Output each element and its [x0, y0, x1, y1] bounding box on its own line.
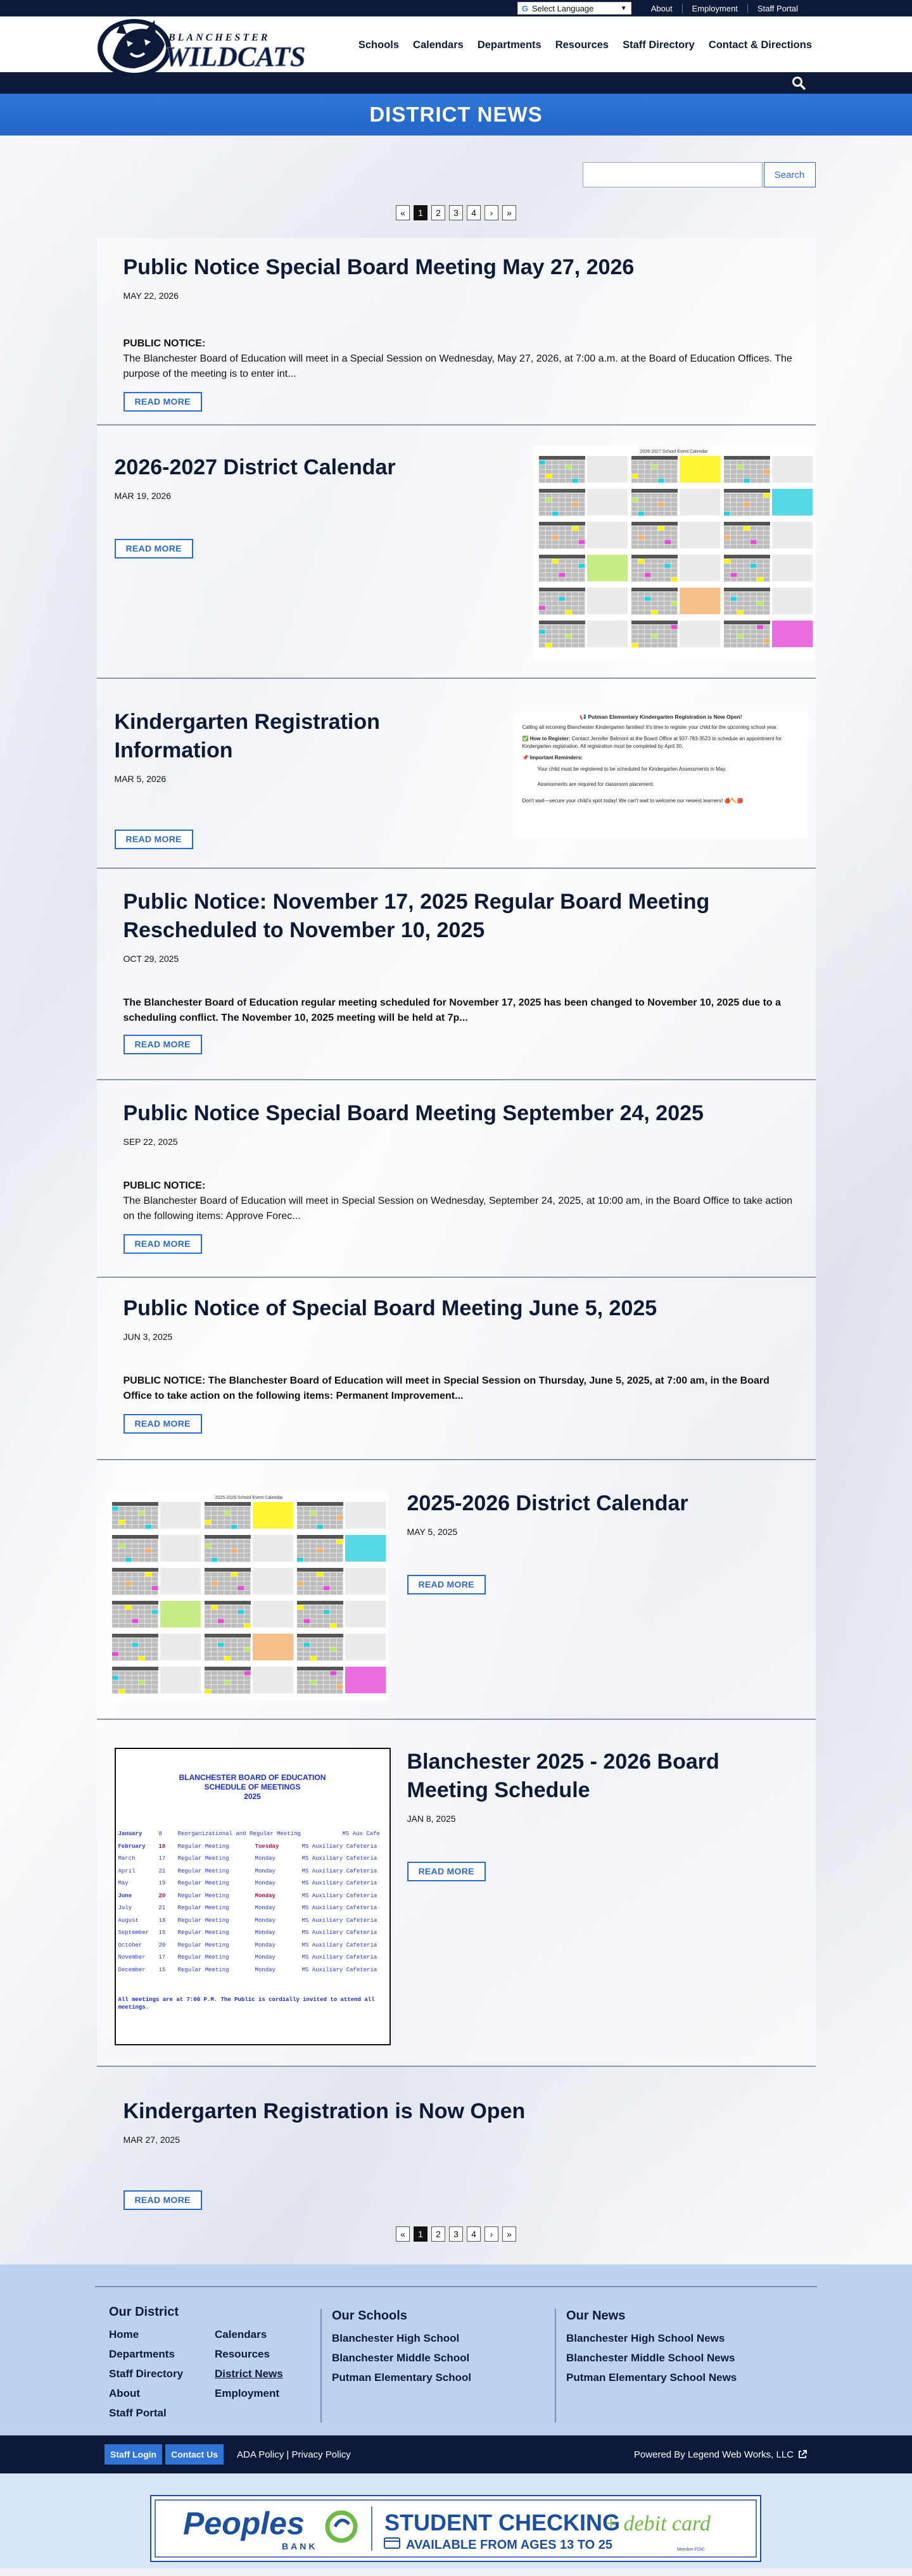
pager-last[interactable]: » [502, 205, 516, 220]
post-date: MAY 5, 2025 [407, 1526, 458, 1537]
schedule-row: November 17 Regular Meeting Monday MS Auxiliary Cafeteria [118, 1954, 377, 1960]
footer-link-es-news[interactable]: Putman Elementary School News [566, 2371, 737, 2383]
main-nav [358, 39, 812, 51]
schedule-row: August 18 Regular Meeting Monday MS Auxiliary Cafeteria [118, 1917, 377, 1924]
post-date: SEP 22, 2025 [123, 1136, 178, 1147]
pager-page-1[interactable]: 1 [414, 2226, 428, 2242]
post-text [407, 1748, 787, 1881]
post-excerpt [124, 1178, 795, 1224]
schedule-heading: BLANCHESTER BOARD OF EDUCATION SCHEDULE OF MEETINGS 2025 [179, 1773, 326, 1801]
footer-link-resources[interactable]: Resources [215, 2348, 270, 2360]
post-excerpt [124, 336, 795, 382]
nav-schools[interactable]: Schools [358, 39, 400, 51]
schedule-row: October 20 Regular Meeting Monday MS Auxiliary Cafeteria [118, 1941, 377, 1948]
site-footer [0, 2264, 912, 2435]
schedule-image[interactable] [115, 1748, 391, 2045]
news-feed [97, 238, 816, 2225]
flyer-heading: 📢 Putman Elementary Kindergarten Registration is Now Open! [580, 714, 742, 720]
post-date: MAR 27, 2025 [123, 2134, 180, 2145]
post-date: JUN 3, 2025 [123, 1331, 173, 1342]
logo-line2: WILDCATS [165, 41, 306, 72]
chevron-down-icon: ▼ [620, 4, 627, 12]
read-more-button[interactable]: READ MORE [124, 392, 202, 412]
post-title[interactable]: Kindergarten Registration Information [114, 710, 380, 762]
post-title[interactable]: 2026-2027 District Calendar [114, 455, 396, 479]
read-more-button[interactable]: READ MORE [124, 1414, 202, 1434]
pager-page-2[interactable]: 2 [431, 205, 445, 220]
schedule-row: March 17 Regular Meeting Monday MS Auxiliary Cafeteria [118, 1855, 377, 1862]
footer-link-staff-directory[interactable]: Staff Directory [109, 2368, 184, 2380]
news-post [97, 1460, 816, 1720]
read-more-button[interactable]: READ MORE [115, 539, 193, 559]
footer-link-middle-school[interactable]: Blanchester Middle School [332, 2352, 470, 2364]
ad-headline-2: + debit card [604, 2512, 711, 2535]
schedule-row: September 15 Regular Meeting Monday MS Auxiliary Cafeteria [118, 1929, 377, 1936]
post-title[interactable]: Public Notice of Special Board Meeting June 5, 2025 [123, 1296, 657, 1320]
calendar-image-title: 2025-2026 School Event Calendar [214, 1496, 283, 1500]
page-title: DISTRICT NEWS [369, 103, 543, 126]
ad-swirl-icon [327, 2513, 355, 2541]
pager-page-4[interactable]: 4 [467, 205, 481, 220]
logo-line1: BLANCHESTER [168, 32, 270, 43]
footer-district [95, 2305, 320, 2423]
footer-link-home[interactable]: Home [109, 2328, 139, 2340]
post-excerpt-text: The Blanchester Board of Education will meet in Special Session on Wednesday, September 24, 2025, at 10:00 am, in the Board Office to take action on the following items: Approve Forec... [123, 1195, 793, 1222]
flyer-how: ✅ How to Register: Contact Jennifer Belmont at the Board Office at 937-783-3523 to schedule an appointment for Kindergarten registration. All registration must be completed by April 30. [522, 735, 782, 749]
calendar-image[interactable] [110, 1492, 388, 1701]
powered-by[interactable]: Powered By Legend Web Works, LLC [634, 2449, 808, 2460]
schedule-row: December 15 Regular Meeting Monday MS Auxiliary Cafeteria [118, 1966, 377, 1973]
calendar-image-title: 2026-2027 School Event Calendar [639, 450, 708, 454]
pager-first[interactable]: « [396, 2226, 410, 2242]
flyer-reminder-1: Your child must be registered to be scheduled for Kindergarten Assessments in May. [537, 766, 726, 772]
schedule-row: May 19 Regular Meeting Monday MS Auxiliary Cafeteria [118, 1880, 377, 1886]
pager-page-2[interactable]: 2 [431, 2226, 445, 2242]
pager-page-1[interactable]: 1 [414, 205, 428, 220]
utility-link-employment[interactable]: Employment [682, 4, 747, 13]
schedule-rows [118, 1828, 387, 1976]
post-title[interactable]: 2025-2026 District Calendar [407, 1491, 688, 1515]
calendar-image[interactable] [534, 446, 814, 661]
footer-link-ms-news[interactable]: Blanchester Middle School News [566, 2352, 735, 2364]
kindergarten-flyer-image[interactable] [515, 712, 808, 838]
card-icon [384, 2538, 400, 2548]
read-more-button[interactable]: READ MORE [407, 1575, 486, 1594]
calendar-grid [112, 1502, 386, 1693]
footer-link-calendars[interactable]: Calendars [215, 2328, 267, 2340]
post-excerpt: The Blanchester Board of Education regular meeting scheduled for November 17, 2025 has been changed to November 10, 2025 due to a scheduling conflict. The November 10, 2025 meeting will be held at 7p... [123, 997, 782, 1023]
footer-columns [95, 2287, 817, 2423]
post-date: JAN 8, 2025 [407, 1813, 456, 1824]
news-search-button[interactable]: Search [764, 162, 816, 187]
news-search-input[interactable] [583, 162, 763, 187]
footer-heading: Our News [566, 2309, 626, 2323]
nav-resources[interactable]: Resources [555, 39, 609, 51]
footer-schools [320, 2309, 555, 2423]
post-title[interactable]: Blanchester 2025 - 2026 Board Meeting Schedule [407, 1750, 719, 1802]
read-more-button[interactable]: READ MORE [124, 2190, 202, 2210]
footer-link-about[interactable]: About [109, 2387, 141, 2399]
news-post [97, 869, 816, 1080]
nav-departments[interactable]: Departments [477, 39, 542, 51]
news-post [97, 426, 816, 679]
footer-heading: Our District [109, 2305, 179, 2319]
read-more-button[interactable]: READ MORE [124, 1234, 202, 1254]
pager-page-3[interactable]: 3 [449, 205, 463, 220]
read-more-button[interactable]: READ MORE [115, 830, 193, 849]
footer-link-hs-news[interactable]: Blanchester High School News [566, 2332, 725, 2344]
news-post [97, 1278, 816, 1460]
post-title[interactable]: Public Notice: November 17, 2025 Regular Board Meeting Rescheduled to November 10, 2025 [123, 890, 710, 942]
main-content [0, 136, 912, 2264]
utility-link-about[interactable]: About [650, 3, 673, 13]
nav-staff-directory[interactable]: Staff Directory [623, 39, 695, 51]
calendar-grid [539, 456, 813, 647]
news-post [97, 238, 816, 426]
nav-contact[interactable]: Contact & Directions [708, 39, 812, 51]
schedule-row: July 21 Regular Meeting Monday MS Auxiliary Cafeteria [118, 1905, 377, 1911]
news-search [97, 162, 816, 187]
post-text [407, 1489, 688, 1594]
flyer-reminders-label: 📌 Important Reminders: [522, 754, 583, 761]
news-post [97, 679, 816, 869]
ad-headline-1: STUDENT CHECKING [384, 2510, 621, 2535]
flyer-closing: Don't wait—secure your child's spot today! We can't wait to welcome our newest learners! 🍎✏️🎒 [522, 797, 744, 804]
news-post [97, 2067, 816, 2225]
ad-member: Member FDIC [677, 2548, 705, 2552]
post-date: MAY 22, 2026 [123, 290, 179, 301]
post-date: MAR 5, 2026 [114, 773, 167, 784]
flyer-reminder-2: Assessments are required for classroom placement. [537, 781, 655, 787]
post-excerpt-text: The Blanchester Board of Education will meet in a Special Session on Wednesday, May 27, 2026, at 7:00 a.m. at the Board of Education Offices. The purpose of the meeting is to enter int... [123, 353, 792, 379]
footer-heading: Our Schools [332, 2309, 407, 2323]
utility-link-staff-portal[interactable]: Staff Portal [747, 4, 808, 13]
schedule-row: June 20 Regular Meeting Monday MS Auxiliary Cafeteria [118, 1892, 377, 1899]
post-date: MAR 19, 2026 [114, 490, 171, 501]
pager-next[interactable]: › [484, 205, 498, 220]
ad-sub: AVAILABLE FROM AGES 13 TO 25 [406, 2538, 612, 2552]
ad-artwork [151, 2496, 760, 2561]
ad-bank: BANK [282, 2541, 318, 2551]
site-header [0, 16, 912, 72]
page-banner [0, 94, 912, 136]
pager-page-4[interactable]: 4 [467, 2226, 481, 2242]
footer-link-departments[interactable]: Departments [109, 2348, 175, 2360]
external-link-icon [797, 2449, 808, 2459]
search-icon[interactable] [792, 76, 806, 90]
language-select-label: Select Language [531, 3, 594, 13]
post-excerpt-lead: PUBLIC NOTICE: [123, 1180, 206, 1191]
pager-last[interactable]: » [502, 2226, 516, 2242]
footer-bar [0, 2435, 912, 2473]
nav-calendars[interactable]: Calendars [413, 39, 464, 51]
schedule-row: January 8 Reorganizational and Regular Meeting MS Aux Cafe [118, 1831, 380, 1837]
ad-brand: Peoples [183, 2506, 305, 2541]
pagination-top [0, 205, 912, 220]
language-select[interactable] [517, 2, 631, 15]
footer-link-district-news[interactable]: District News [215, 2368, 283, 2380]
read-more-button[interactable]: READ MORE [407, 1862, 486, 1881]
pager-page-3[interactable]: 3 [449, 2226, 463, 2242]
read-more-button[interactable]: READ MORE [124, 1035, 202, 1054]
footer-link-elementary[interactable]: Putman Elementary School [332, 2371, 472, 2383]
staff-login-button[interactable]: Staff Login [104, 2444, 162, 2465]
ad-area [0, 2473, 912, 2568]
peoples-bank-ad[interactable] [150, 2495, 761, 2562]
pager-first[interactable]: « [396, 205, 410, 220]
post-excerpt: PUBLIC NOTICE: The Blanchester Board of Education will meet in Special Session on Thursday, June 5, 2025, at 7:00 am, in the Board Office to take action on the following items: Permanent Improvement... [123, 1375, 770, 1401]
policy-links[interactable]: ADA Policy | Privacy Policy [237, 2449, 351, 2460]
news-post [97, 1080, 816, 1278]
post-title[interactable]: Public Notice Special Board Meeting September 24, 2025 [123, 1101, 704, 1125]
wildcats-logo[interactable] [94, 8, 306, 79]
news-post [97, 1720, 816, 2067]
post-title[interactable]: Public Notice Special Board Meeting May 27, 2026 [123, 255, 635, 279]
schedule-row: February 18 Regular Meeting Tuesday MS Auxiliary Cafeteria [118, 1843, 377, 1850]
pagination-bottom [0, 2226, 912, 2264]
schedule-footnote: All meetings are at 7:00 P.M. The Public is cordially invited to attend all meetings. [118, 1997, 375, 2011]
contact-us-button[interactable]: Contact Us [165, 2444, 224, 2465]
post-date: OCT 29, 2025 [123, 953, 179, 964]
post-excerpt-lead: PUBLIC NOTICE: [123, 338, 206, 349]
post-title[interactable]: Kindergarten Registration is Now Open [123, 2099, 526, 2123]
footer-link-staff-portal[interactable]: Staff Portal [109, 2407, 167, 2419]
google-icon: G [521, 3, 528, 13]
footer-link-employment[interactable]: Employment [215, 2387, 280, 2399]
flyer-intro: Calling all incoming Blanchester Kindergarten families! It's time to register your child for the upcoming school year. [522, 724, 778, 730]
schedule-row: April 21 Regular Meeting Monday MS Auxiliary Cafeteria [118, 1867, 377, 1874]
pager-next[interactable]: › [484, 2226, 498, 2242]
footer-news [555, 2309, 737, 2423]
footer-link-high-school[interactable]: Blanchester High School [332, 2332, 460, 2344]
